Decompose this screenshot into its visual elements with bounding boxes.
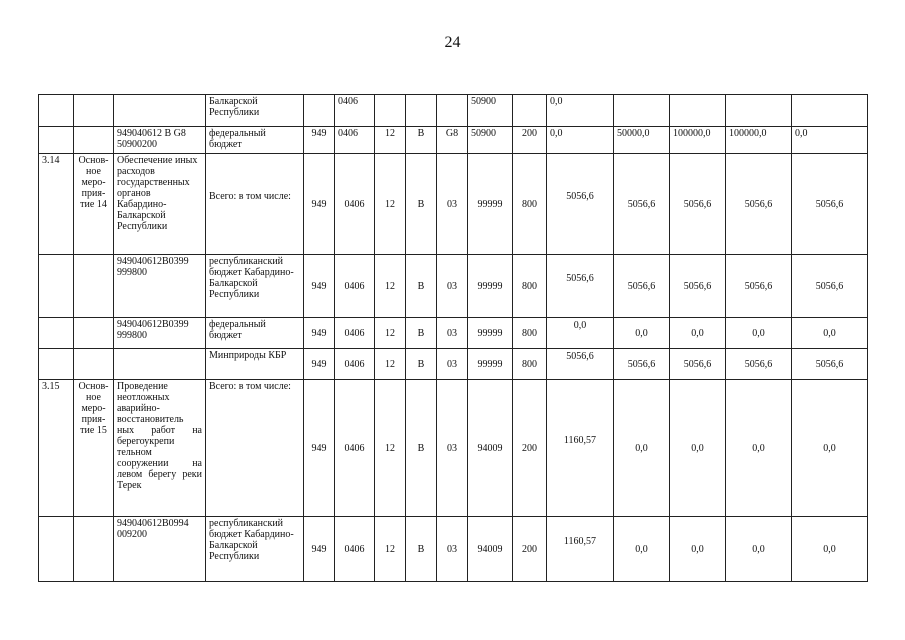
amount-cell: 5056,6 (726, 255, 792, 318)
item-number-cell (39, 255, 74, 318)
page-number: 24 (444, 34, 461, 51)
event-name-cell (74, 127, 114, 154)
grbs-cell: 949 (304, 154, 335, 255)
amount-cell: 5056,6 (670, 154, 726, 255)
csr-part-cell: 12 (375, 517, 406, 582)
code-cell: 949040612 В G8 50900200 (114, 127, 206, 154)
amount-cell: 0,0 (792, 318, 868, 349)
rzpr-cell: 0406 (335, 349, 375, 380)
amount-cell (726, 95, 792, 127)
code-cell: Обеспечение иных расходов государственных органов Кабардино-Балкарской Республики (114, 154, 206, 255)
csr-part-cell: В (406, 517, 437, 582)
item-number-cell (39, 95, 74, 127)
grbs-cell: 949 (304, 255, 335, 318)
amount-cell: 1160,57 (547, 372, 614, 509)
csr-part-cell: 03 (437, 318, 468, 349)
amount-cell: 50000,0 (614, 127, 670, 154)
event-name-cell (74, 517, 114, 582)
amount-cell: 0,0 (670, 318, 726, 349)
csr-part-cell: 94009 (468, 380, 513, 517)
amount-cell: 0,0 (547, 127, 614, 154)
grbs-cell: 949 (304, 127, 335, 154)
table-row (39, 380, 868, 517)
amount-cell: 5056,6 (670, 255, 726, 318)
item-number-cell (39, 349, 74, 380)
grbs-cell: 949 (304, 349, 335, 380)
amount-cell: 5056,6 (726, 154, 792, 255)
code-cell (114, 349, 206, 380)
csr-part-cell: В (406, 255, 437, 318)
amount-cell: 0,0 (726, 517, 792, 582)
funding-source-cell: Всего: в том числе: (206, 146, 304, 247)
vr-cell: 800 (513, 154, 547, 255)
csr-part-cell: 12 (375, 127, 406, 154)
event-name-cell (74, 255, 114, 318)
rzpr-cell: 0406 (335, 318, 375, 349)
csr-part-cell: В (406, 349, 437, 380)
funding-source-cell: Минприроды КБР (206, 349, 304, 380)
amount-cell: 5056,6 (547, 146, 614, 247)
vr-cell: 200 (513, 127, 547, 154)
item-number-cell (39, 318, 74, 349)
amount-cell: 100000,0 (670, 127, 726, 154)
rzpr-cell: 0406 (335, 95, 375, 127)
vr-cell: 800 (513, 318, 547, 349)
rzpr-cell: 0406 (335, 127, 375, 154)
amount-cell (614, 95, 670, 127)
rzpr-cell: 0406 (335, 255, 375, 318)
csr-part-cell: 12 (375, 349, 406, 380)
grbs-cell (304, 95, 335, 127)
amount-cell: 5056,6 (547, 341, 614, 372)
event-name-cell (74, 95, 114, 127)
csr-part-cell: 03 (437, 255, 468, 318)
grbs-cell: 949 (304, 517, 335, 582)
item-number-cell: 3.15 (39, 380, 74, 517)
csr-part-cell: 03 (437, 380, 468, 517)
vr-cell: 200 (513, 380, 547, 517)
csr-part-cell: В (406, 127, 437, 154)
amount-cell (670, 95, 726, 127)
grbs-cell: 949 (304, 318, 335, 349)
amount-cell: 0,0 (726, 380, 792, 517)
csr-part-cell: В (406, 318, 437, 349)
table-row (39, 154, 868, 255)
amount-cell: 5056,6 (792, 349, 868, 380)
csr-part-cell: 12 (375, 255, 406, 318)
csr-part-cell: 12 (375, 154, 406, 255)
csr-part-cell: 99999 (468, 255, 513, 318)
amount-cell: 0,0 (670, 380, 726, 517)
csr-part-cell: 99999 (468, 318, 513, 349)
amount-cell: 0,0 (547, 310, 614, 341)
csr-part-cell: 03 (437, 517, 468, 582)
code-cell: 949040612В0994 009200 (114, 517, 206, 582)
event-name-cell (74, 318, 114, 349)
item-number-cell (39, 127, 74, 154)
funding-source-cell: Балкарской Республики (206, 95, 304, 127)
csr-part-cell: G8 (437, 127, 468, 154)
amount-cell: 1160,57 (547, 509, 614, 574)
funding-source-cell: республиканский бюджет Кабардино-Балкарской Республики (206, 517, 304, 582)
csr-part-cell: В (406, 154, 437, 255)
csr-part-cell: 12 (375, 318, 406, 349)
amount-cell: 0,0 (670, 517, 726, 582)
amount-cell: 5056,6 (726, 349, 792, 380)
csr-part-cell: 94009 (468, 517, 513, 582)
grbs-cell: 949 (304, 380, 335, 517)
amount-cell: 0,0 (726, 318, 792, 349)
rzpr-cell: 0406 (335, 154, 375, 255)
table-row (39, 255, 868, 318)
amount-cell: 0,0 (547, 95, 614, 127)
csr-part-cell (437, 95, 468, 127)
item-number-cell (39, 517, 74, 582)
csr-part-cell: В (406, 380, 437, 517)
table-row (39, 318, 868, 349)
csr-part-cell (375, 95, 406, 127)
table-row (39, 349, 868, 380)
rzpr-cell: 0406 (335, 380, 375, 517)
budget-table (38, 94, 868, 582)
code-cell: 949040612В0399 999800 (114, 255, 206, 318)
csr-part-cell (406, 95, 437, 127)
event-name-cell: Основ-ное меро-прия-тие 14 (74, 154, 114, 255)
table-row (39, 517, 868, 582)
funding-source-cell: федеральный бюджет (206, 127, 304, 154)
amount-cell: 5056,6 (792, 255, 868, 318)
rzpr-cell: 0406 (335, 517, 375, 582)
amount-cell: 5056,6 (670, 349, 726, 380)
csr-part-cell: 12 (375, 380, 406, 517)
code-cell: 949040612В0399 999800 (114, 318, 206, 349)
table-row (39, 127, 868, 154)
csr-part-cell: 03 (437, 154, 468, 255)
amount-cell: 0,0 (614, 380, 670, 517)
vr-cell: 200 (513, 517, 547, 582)
vr-cell: 800 (513, 255, 547, 318)
amount-cell: 0,0 (792, 380, 868, 517)
code-cell: Проведение неотложных аварийно-восстановитель ных работ на берегоукрепи тельном сооружении на левом берегу реки Терек (114, 380, 206, 517)
funding-source-cell: федеральный бюджет (206, 318, 304, 349)
vr-cell: 800 (513, 349, 547, 380)
event-name-cell: Основ-ное меро-прия-тие 15 (74, 380, 114, 517)
event-name-cell (74, 349, 114, 380)
csr-part-cell: 50900 (468, 127, 513, 154)
amount-cell: 5056,6 (614, 349, 670, 380)
amount-cell: 5056,6 (792, 154, 868, 255)
funding-source-cell: республиканский бюджет Кабардино-Балкарской Республики (206, 255, 304, 318)
csr-part-cell: 03 (437, 349, 468, 380)
funding-source-cell: Всего: в том числе: (206, 380, 304, 517)
amount-cell: 100000,0 (726, 127, 792, 154)
code-cell (114, 95, 206, 127)
amount-cell: 5056,6 (614, 255, 670, 318)
csr-part-cell: 50900 (468, 95, 513, 127)
csr-part-cell: 99999 (468, 154, 513, 255)
amount-cell: 5056,6 (547, 247, 614, 310)
amount-cell: 0,0 (614, 318, 670, 349)
amount-cell: 0,0 (792, 127, 868, 154)
amount-cell: 5056,6 (614, 154, 670, 255)
amount-cell (792, 95, 868, 127)
csr-part-cell: 99999 (468, 349, 513, 380)
table-row (39, 95, 868, 127)
amount-cell: 0,0 (792, 517, 868, 582)
amount-cell: 0,0 (614, 517, 670, 582)
item-number-cell: 3.14 (39, 154, 74, 255)
vr-cell (513, 95, 547, 127)
